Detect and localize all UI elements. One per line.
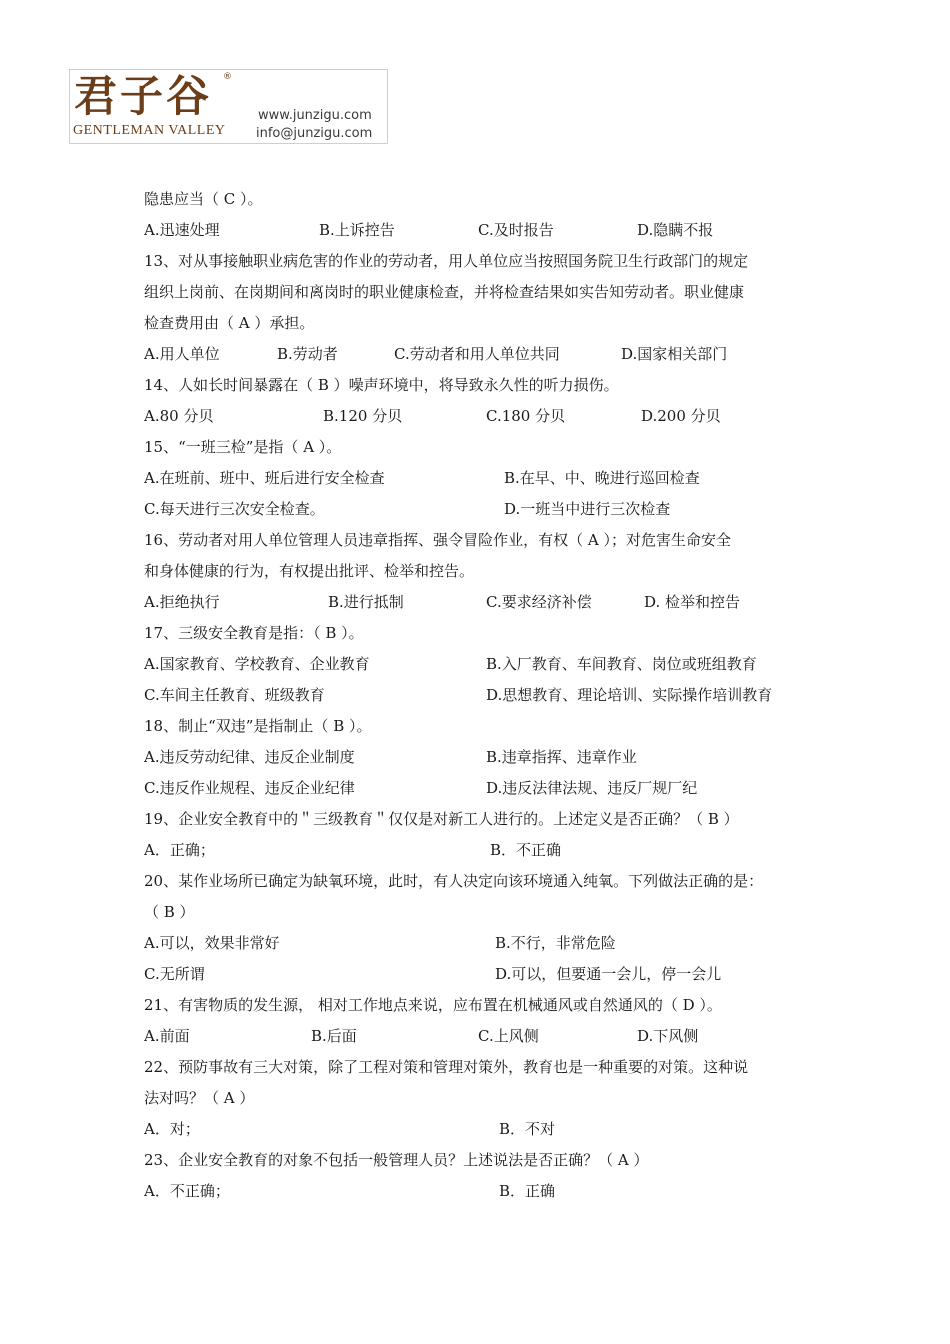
question-line (144, 308, 814, 339)
options-line (144, 215, 814, 246)
options-line (144, 928, 814, 959)
options-line (144, 959, 814, 990)
question-line (144, 184, 814, 215)
options-line (144, 401, 814, 432)
question-text: 和身体健康的行为，有权提出批评、检举和控告。 (144, 562, 475, 580)
question-text: 组织上岗前、在岗期间和离岗时的职业健康检查，并将检查结果如实告知劳动者。职业健康 (144, 283, 745, 301)
answer-option: D. 检举和控告 (644, 593, 741, 611)
question-line (144, 711, 814, 742)
answer-option: A.在班前、班中、班后进行安全检查 (144, 469, 385, 487)
email-text: info@junzigu.com (256, 126, 373, 141)
question-text: 隐患应当（ C ）。 (144, 190, 263, 208)
question-line (144, 370, 814, 401)
answer-option: C.180 分贝 (486, 407, 566, 425)
answer-option: D.200 分贝 (641, 407, 721, 425)
answer-option: D.隐瞒不报 (637, 221, 714, 239)
question-line (144, 1052, 814, 1083)
answer-option: A．正确； (144, 841, 215, 859)
answer-option: D.可以，但要通一会儿，停一会儿 (495, 965, 722, 983)
question-line (144, 618, 814, 649)
question-line (144, 246, 814, 277)
answer-option: D.国家相关部门 (621, 345, 728, 363)
registered-mark: ® (223, 72, 232, 82)
question-line (144, 432, 814, 463)
answer-option: A.违反劳动纪律、违反企业制度 (144, 748, 355, 766)
options-line (144, 1021, 814, 1052)
question-text: 检查费用由（ A ）承担。 (144, 314, 315, 332)
answer-option: C.车间主任教育、班级教育 (144, 686, 325, 704)
question-text: 16、劳动者对用人单位管理人员违章指挥、强令冒险作业，有权（ A ）；对危害生命安全 (144, 531, 731, 549)
options-line (144, 1114, 814, 1145)
question-text: 13、对从事接触职业病危害的作业的劳动者，用人单位应当按照国务院卫生行政部门的规定 (144, 252, 749, 270)
question-text: （ B ） (144, 903, 195, 921)
options-line (144, 835, 814, 866)
answer-option: A.迅速处理 (144, 221, 220, 239)
answer-option: B．不正确 (490, 841, 562, 859)
answer-option: A．不正确； (144, 1182, 230, 1200)
answer-option: B.120 分贝 (323, 407, 403, 425)
answer-option: A.用人单位 (144, 345, 220, 363)
options-line (144, 339, 814, 370)
question-text: 21、有害物质的发生源， 相对工作地点来说，应布置在机械通风或自然通风的（ D ）。 (144, 996, 722, 1014)
answer-option: B.进行抵制 (328, 593, 404, 611)
answer-option: C.要求经济补偿 (486, 593, 592, 611)
question-line (144, 990, 814, 1021)
answer-option: C.违反作业规程、违反企业纪律 (144, 779, 355, 797)
answer-option: C.每天进行三次安全检查。 (144, 500, 325, 518)
answer-option: C.无所谓 (144, 965, 205, 983)
question-line (144, 556, 814, 587)
answer-option: A.可以，效果非常好 (144, 934, 280, 952)
answer-option: B．不对 (499, 1120, 556, 1138)
question-line (144, 804, 814, 835)
question-line (144, 1083, 814, 1114)
answer-option: A.前面 (144, 1027, 190, 1045)
question-line (144, 1145, 814, 1176)
answer-option: D.违反法律法规、违反厂规厂纪 (486, 779, 698, 797)
answer-option: C.劳动者和用人单位共同 (394, 345, 560, 363)
answer-option: A．对； (144, 1120, 200, 1138)
answer-option: D.一班当中进行三次检查 (504, 500, 671, 518)
options-line (144, 587, 814, 618)
question-text: 23、企业安全教育的对象不包括一般管理人员？上述说法是否正确？（ A ） (144, 1151, 649, 1169)
question-text: 22、预防事故有三大对策，除了工程对策和管理对策外，教育也是一种重要的对策。这种说 (144, 1058, 749, 1076)
answer-option: B.劳动者 (277, 345, 338, 363)
question-line (144, 277, 814, 308)
options-line (144, 463, 814, 494)
question-text: 18、制止“双违”是指制止（ B ）。 (144, 717, 372, 735)
answer-option: A.国家教育、学校教育、企业教育 (144, 655, 370, 673)
website-text: www.junzigu.com (258, 108, 372, 123)
options-line (144, 680, 814, 711)
options-line (144, 773, 814, 804)
answer-option: B.不行，非常危险 (495, 934, 616, 952)
answer-option: B.上诉控告 (319, 221, 395, 239)
options-line (144, 742, 814, 773)
company-logo (69, 69, 388, 144)
question-text: 19、企业安全教育中的＂三级教育＂仅仅是对新工人进行的。上述定义是否正确？（ B ） (144, 810, 739, 828)
logo-english-name: GENTLEMAN VALLEY (73, 123, 226, 138)
options-line (144, 1176, 814, 1207)
answer-option: B.在早、中、晚进行巡回检查 (504, 469, 700, 487)
question-list (144, 184, 814, 1207)
question-text: 15、“一班三检”是指（ A ）。 (144, 438, 342, 456)
question-line (144, 866, 814, 897)
options-line (144, 494, 814, 525)
question-text: 17、三级安全教育是指：（ B ）。 (144, 624, 364, 642)
answer-option: B.入厂教育、车间教育、岗位或班组教育 (486, 655, 757, 673)
answer-option: C.上风侧 (478, 1027, 539, 1045)
answer-option: B.后面 (311, 1027, 357, 1045)
answer-option: D.下风侧 (637, 1027, 699, 1045)
answer-option: B．正确 (499, 1182, 556, 1200)
answer-option: A.拒绝执行 (144, 593, 220, 611)
answer-option: A.80 分贝 (144, 407, 214, 425)
question-line (144, 897, 814, 928)
options-line (144, 649, 814, 680)
answer-option: D.思想教育、理论培训、实际操作培训教育 (486, 686, 773, 704)
answer-option: B.违章指挥、违章作业 (486, 748, 637, 766)
question-text: 14、人如长时间暴露在（ B ）噪声环境中，将导致永久性的听力损伤。 (144, 376, 619, 394)
logo-chinese-name: 君子谷 (74, 72, 212, 122)
question-line (144, 525, 814, 556)
answer-option: C.及时报告 (478, 221, 554, 239)
question-text: 法对吗？（ A ） (144, 1089, 255, 1107)
question-text: 20、某作业场所已确定为缺氧环境，此时，有人决定向该环境通入纯氧。下列做法正确的是： (144, 872, 764, 890)
